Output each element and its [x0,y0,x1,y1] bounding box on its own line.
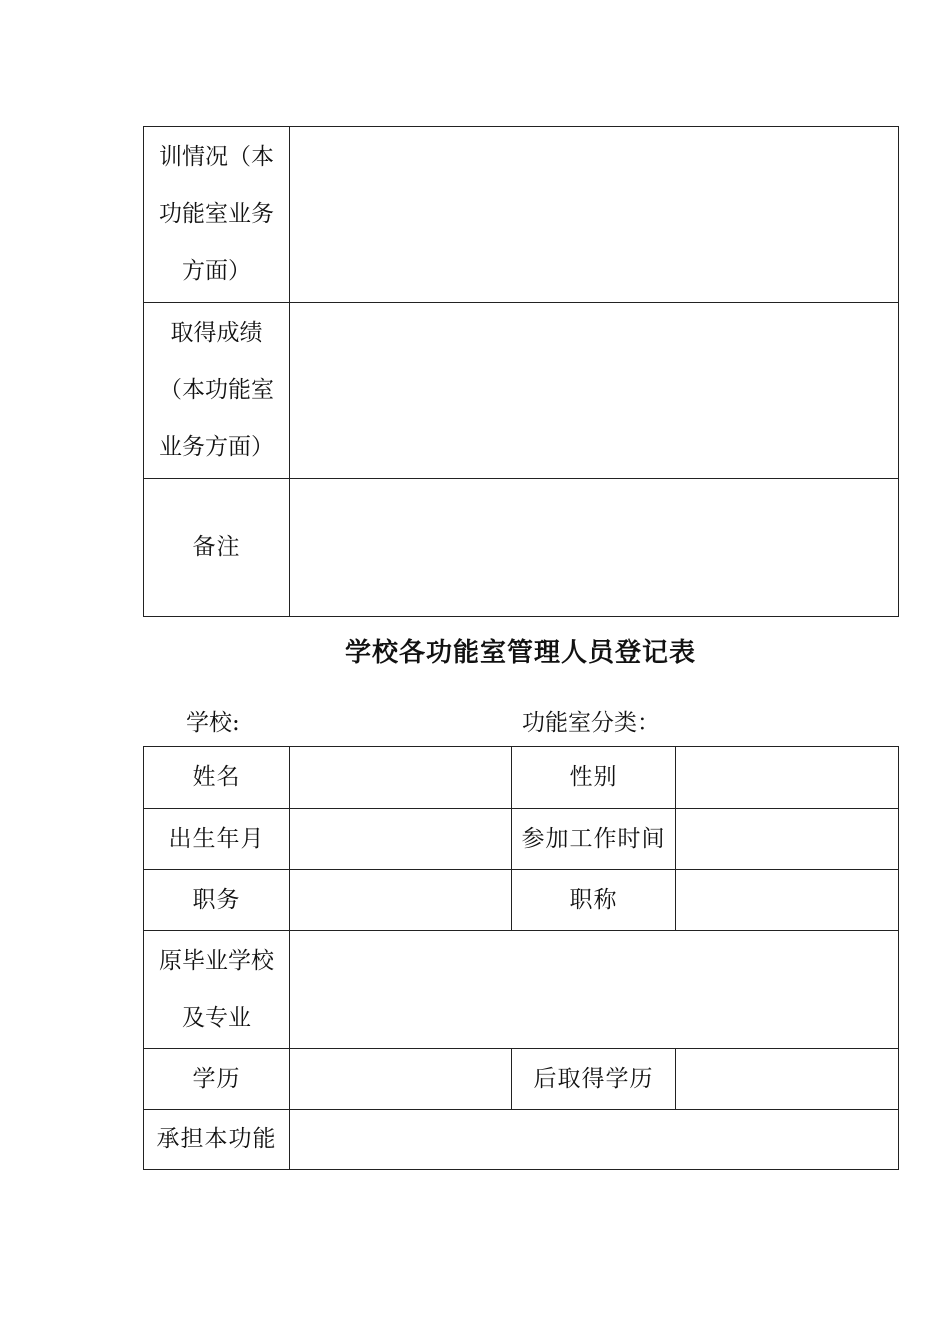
later-education-label: 后取得学历 [533,1065,654,1092]
work-start-label: 参加工作时间 [521,825,666,852]
education-value-cell[interactable] [290,1049,512,1110]
title-label-cell [512,870,676,931]
undertake-label-cell [144,1110,290,1170]
later-education-value-cell[interactable] [676,1049,899,1110]
table-row [144,870,899,931]
gender-value-cell[interactable] [676,747,899,809]
achievements-label: 取得成绩 （本功能室 业务方面） [159,320,274,460]
remarks-row [144,479,899,617]
table-row [144,1049,899,1110]
training-label-cell [144,127,290,303]
gender-label: 性别 [569,764,618,790]
remarks-label-cell [144,479,290,617]
work-start-label-cell [512,809,676,870]
position-value-cell[interactable] [290,870,512,931]
remarks-value-cell[interactable] [290,479,899,617]
work-start-value-cell[interactable] [676,809,899,870]
achievements-value-cell[interactable] [290,303,899,479]
graduate-label-cell [144,931,290,1049]
name-value-cell[interactable] [290,747,512,809]
registration-table [143,746,899,1170]
later-education-label-cell [512,1049,676,1110]
table-row [144,747,899,809]
table-row [144,809,899,870]
name-label-cell [144,747,290,809]
gender-label-cell [512,747,676,809]
top-form-table [143,126,899,617]
title-value-cell[interactable] [676,870,899,931]
education-label-cell [144,1049,290,1110]
achievements-row [144,303,899,479]
birth-label: 出生年月 [168,825,265,852]
undertake-label: 承担本功能 [156,1126,277,1152]
remarks-label: 备注 [192,534,241,560]
achievements-label-cell [144,303,290,479]
table-row [144,931,899,1049]
school-label: 学校: [186,710,240,736]
birth-value-cell[interactable] [290,809,512,870]
training-row [144,127,899,303]
category-label: 功能室分类： [522,710,660,736]
training-value-cell[interactable] [290,127,899,303]
name-label: 姓名 [192,764,241,790]
form-title: 学校各功能室管理人员登记表 [344,638,696,668]
undertake-value-cell[interactable] [290,1110,899,1170]
position-label: 职务 [192,886,241,913]
graduate-label: 原毕业学校 及专业 [159,947,274,1031]
position-label-cell [144,870,290,931]
training-label: 训情况（本 功能室业务 方面） [159,144,274,284]
birth-label-cell [144,809,290,870]
education-label: 学历 [192,1065,241,1092]
graduate-value-cell[interactable] [290,931,899,1049]
title-label: 职称 [569,886,618,913]
table-row [144,1110,899,1170]
